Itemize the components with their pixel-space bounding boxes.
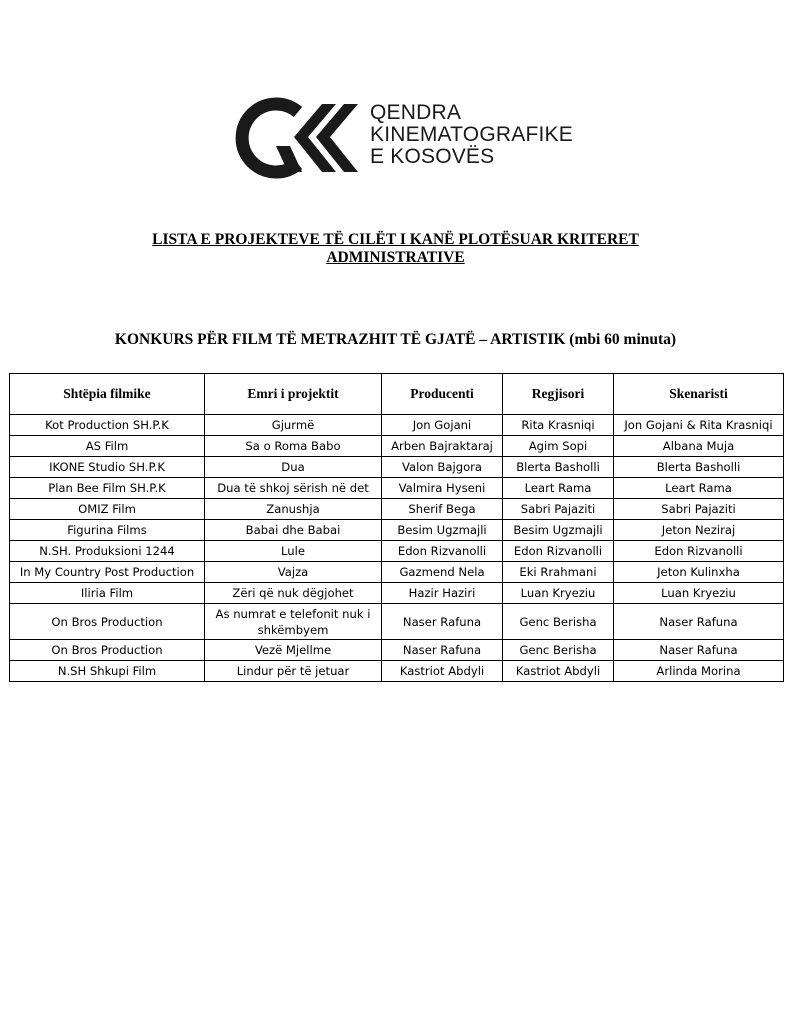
cell-project-name: Zanushja — [205, 499, 382, 520]
cell-screenwriter: Sabri Pajaziti — [614, 499, 784, 520]
cell-production-house: IKONE Studio SH.P.K — [10, 457, 205, 478]
cell-director: Sabri Pajaziti — [503, 499, 614, 520]
logo-line-3: E KOSOVËS — [370, 145, 495, 168]
cell-production-house: In My Country Post Production — [10, 562, 205, 583]
cell-producer: Kastriot Abdyli — [382, 661, 503, 682]
cell-screenwriter: Naser Rafuna — [614, 640, 784, 661]
table-row — [10, 415, 784, 436]
table-row — [10, 661, 784, 682]
cell-project-name: Dua të shkoj sërish në det — [205, 478, 382, 499]
logo-text — [370, 102, 573, 168]
document-title — [0, 231, 791, 267]
cell-screenwriter: Jeton Kulinxha — [614, 562, 784, 583]
table-header-row — [10, 374, 784, 415]
cell-production-house: Figurina Films — [10, 520, 205, 541]
cell-director: Kastriot Abdyli — [503, 661, 614, 682]
table-row — [10, 436, 784, 457]
table-row — [10, 562, 784, 583]
cell-screenwriter: Jeton Neziraj — [614, 520, 784, 541]
logo-line-2: KINEMATOGRAFIKE — [370, 123, 573, 146]
cell-project-name: Babai dhe Babai — [205, 520, 382, 541]
cell-project-name: As numrat e telefonit nuk i shkëmbyem — [205, 604, 382, 640]
table-row — [10, 640, 784, 661]
cell-screenwriter: Naser Rafuna — [614, 604, 784, 640]
cell-screenwriter: Albana Muja — [614, 436, 784, 457]
cell-project-name: Lindur për të jetuar — [205, 661, 382, 682]
table-row — [10, 583, 784, 604]
table-row — [10, 457, 784, 478]
cell-production-house: On Bros Production — [10, 640, 205, 661]
logo-line-1: QENDRA — [370, 101, 462, 124]
cell-production-house: AS Film — [10, 436, 205, 457]
cell-producer: Gazmend Nela — [382, 562, 503, 583]
projects-table — [9, 373, 784, 682]
cell-project-name: Lule — [205, 541, 382, 562]
cell-project-name: Sa o Roma Babo — [205, 436, 382, 457]
cell-screenwriter: Luan Kryeziu — [614, 583, 784, 604]
cell-director: Edon Rizvanolli — [503, 541, 614, 562]
table-row — [10, 541, 784, 562]
cell-director: Besim Ugzmajli — [503, 520, 614, 541]
cell-director: Leart Rama — [503, 478, 614, 499]
cell-production-house: Kot Production SH.P.K — [10, 415, 205, 436]
cell-production-house: N.SH. Produksioni 1244 — [10, 541, 205, 562]
cell-director: Luan Kryeziu — [503, 583, 614, 604]
cell-production-house: Plan Bee Film SH.P.K — [10, 478, 205, 499]
cell-producer: Sherif Bega — [382, 499, 503, 520]
cell-project-name: Dua — [205, 457, 382, 478]
document-title-line-1: LISTA E PROJEKTEVE TË CILËT I KANË PLOTËSUAR KRITERET — [152, 231, 639, 248]
header-producer: Producenti — [382, 374, 503, 415]
cell-project-name: Gjurmë — [205, 415, 382, 436]
cell-producer: Edon Rizvanolli — [382, 541, 503, 562]
cell-director: Agim Sopi — [503, 436, 614, 457]
cell-producer: Arben Bajraktaraj — [382, 436, 503, 457]
table-row — [10, 499, 784, 520]
cell-production-house: OMIZ Film — [10, 499, 205, 520]
cell-producer: Jon Gojani — [382, 415, 503, 436]
table-row — [10, 478, 784, 499]
cell-director: Genc Berisha — [503, 640, 614, 661]
qkk-logo-mark-icon — [232, 94, 362, 180]
competition-title: KONKURS PËR FILM TË METRAZHIT TË GJATË – ARTISTIK (mbi 60 minuta) — [114, 331, 677, 348]
cell-producer: Besim Ugzmajli — [382, 520, 503, 541]
header-project-name: Emri i projektit — [205, 374, 382, 415]
cell-producer: Naser Rafuna — [382, 640, 503, 661]
cell-production-house: On Bros Production — [10, 604, 205, 640]
cell-producer: Valmira Hyseni — [382, 478, 503, 499]
cell-director: Genc Berisha — [503, 604, 614, 640]
cell-screenwriter: Blerta Basholli — [614, 457, 784, 478]
cell-director: Blerta Basholli — [503, 457, 614, 478]
table-row — [10, 520, 784, 541]
cell-screenwriter: Leart Rama — [614, 478, 784, 499]
header-screenwriter: Skenaristi — [614, 374, 784, 415]
cell-screenwriter: Arlinda Morina — [614, 661, 784, 682]
header-director: Regjisori — [503, 374, 614, 415]
cell-producer: Hazir Haziri — [382, 583, 503, 604]
cell-director: Eki Rrahmani — [503, 562, 614, 583]
cell-production-house: Iliria Film — [10, 583, 205, 604]
cell-project-name: Zëri që nuk dëgjohet — [205, 583, 382, 604]
cell-production-house: N.SH Shkupi Film — [10, 661, 205, 682]
qkk-logo — [232, 94, 573, 180]
table-row — [10, 604, 784, 640]
cell-project-name: Vezë Mjellme — [205, 640, 382, 661]
cell-screenwriter: Jon Gojani & Rita Krasniqi — [614, 415, 784, 436]
cell-producer: Valon Bajgora — [382, 457, 503, 478]
document-title-line-2: ADMINISTRATIVE — [326, 249, 465, 266]
header-production-house: Shtëpia filmike — [10, 374, 205, 415]
cell-producer: Naser Rafuna — [382, 604, 503, 640]
cell-screenwriter: Edon Rizvanolli — [614, 541, 784, 562]
cell-project-name: Vajza — [205, 562, 382, 583]
cell-director: Rita Krasniqi — [503, 415, 614, 436]
